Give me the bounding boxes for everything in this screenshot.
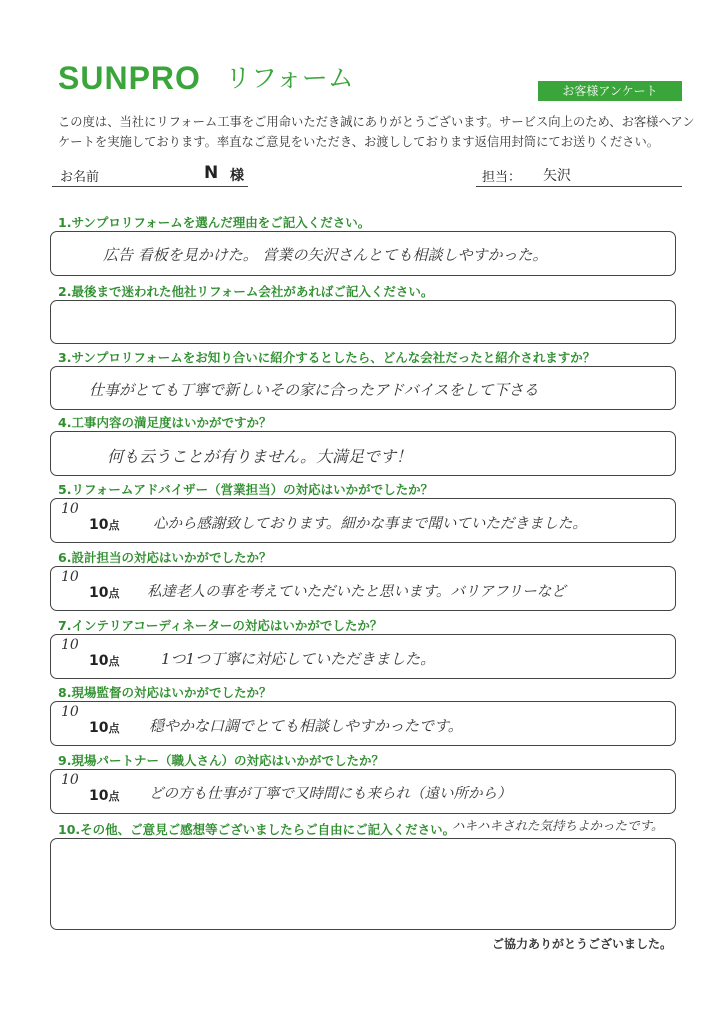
question-2-title: 2.最後まで迷われた他社リフォーム会社があればご記入ください。 — [58, 284, 434, 299]
sunpro-logo: SUNPRO — [58, 60, 201, 96]
answer-8-text: 穏やかな口調でとても相談しやすかったです。 — [149, 717, 463, 735]
answer-3-text: 仕事がとても丁寧で新しいその家に合ったアドバイスをして下さる — [89, 381, 539, 399]
answer-9-text: どの方も仕事が丁寧で又時間にも来られ（遠い所から） — [149, 786, 512, 802]
survey-badge: お客様アンケート — [538, 81, 682, 101]
answer-box-8[interactable] — [50, 701, 676, 746]
answer-box-10[interactable] — [50, 838, 676, 930]
thanks-message: ご協力ありがとうございました。 — [491, 937, 672, 951]
answer-box-6[interactable] — [50, 566, 676, 611]
answer-6-text: 私達老人の事を考えていただいたと思います。バリアフリーなど — [147, 584, 566, 600]
staff-underline — [476, 186, 682, 187]
logo-subtitle: リフォーム — [225, 64, 354, 94]
handwritten-score-5: 10 — [61, 501, 79, 517]
answer-box-4[interactable] — [50, 431, 676, 476]
customer-name: N — [204, 163, 219, 183]
score-8: 10点 — [89, 720, 120, 736]
answer-7-text: 1つ1つ丁寧に対応していただきました。 — [161, 650, 436, 668]
name-label: お名前 — [60, 170, 100, 185]
staff-name: 矢沢 — [543, 168, 571, 184]
name-underline — [52, 186, 248, 187]
answer-box-5[interactable] — [50, 498, 676, 543]
question-6-title: 6.設計担当の対応はいかがでしたか？ — [58, 550, 272, 565]
question-8-title: 8.現場監督の対応はいかがでしたか？ — [58, 685, 272, 700]
score-9: 10点 — [89, 788, 120, 804]
answer-4-text: 何も云うことが有りません。大満足です！ — [107, 447, 412, 466]
answer-box-1[interactable] — [50, 231, 676, 276]
question-3-title: 3.サンプロリフォームをお知り合いに紹介するとしたら、どんな会社だったと紹介されますか？ — [58, 350, 596, 365]
handwritten-score-6: 10 — [61, 569, 79, 585]
intro-text: この度は、当社にリフォーム工事をご用命いただき誠にありがとうございます。サービス向上のため、お客様へアンケートを実施しております。率直なご意見をいただき、お渡ししております返信用封筒にてお送りください。 — [58, 115, 695, 149]
handwritten-score-7: 10 — [61, 637, 79, 653]
handwritten-score-9: 10 — [61, 772, 79, 788]
question-7-title: 7.インテリアコーディネーターの対応はいかがでしたか？ — [58, 618, 383, 633]
answer-box-7[interactable] — [50, 634, 676, 679]
answer-1-text: 広告 看板を見かけた。 営業の矢沢さんとても相談しやすかった。 — [103, 246, 548, 264]
score-7: 10点 — [89, 653, 120, 669]
honorific: 様 — [230, 168, 244, 184]
question-9-title: 9.現場パートナー（職人さん）の対応はいかがでしたか？ — [58, 753, 384, 768]
score-5: 10点 — [89, 517, 120, 533]
answer-9-continuation: ハキハキされた気持ちよかったです。 — [452, 818, 664, 833]
answer-box-2[interactable] — [50, 300, 676, 344]
answer-box-3[interactable] — [50, 366, 676, 410]
question-10-title: 10.その他、ご意見ご感想等ございましたらご自由にご記入ください。 — [58, 822, 456, 837]
score-6: 10点 — [89, 585, 120, 601]
answer-box-9[interactable] — [50, 769, 676, 814]
staff-label: 担当： — [482, 170, 522, 185]
answer-5-text: 心から感謝致しております。細かな事まで聞いていただきました。 — [153, 516, 587, 532]
question-1-title: 1.サンプロリフォームを選んだ理由をご記入ください。 — [58, 215, 371, 230]
handwritten-score-8: 10 — [61, 704, 79, 720]
question-5-title: 5.リフォームアドバイザー（営業担当）の対応はいかがでしたか？ — [58, 482, 434, 497]
question-4-title: 4.工事内容の満足度はいかがですか？ — [58, 415, 272, 430]
